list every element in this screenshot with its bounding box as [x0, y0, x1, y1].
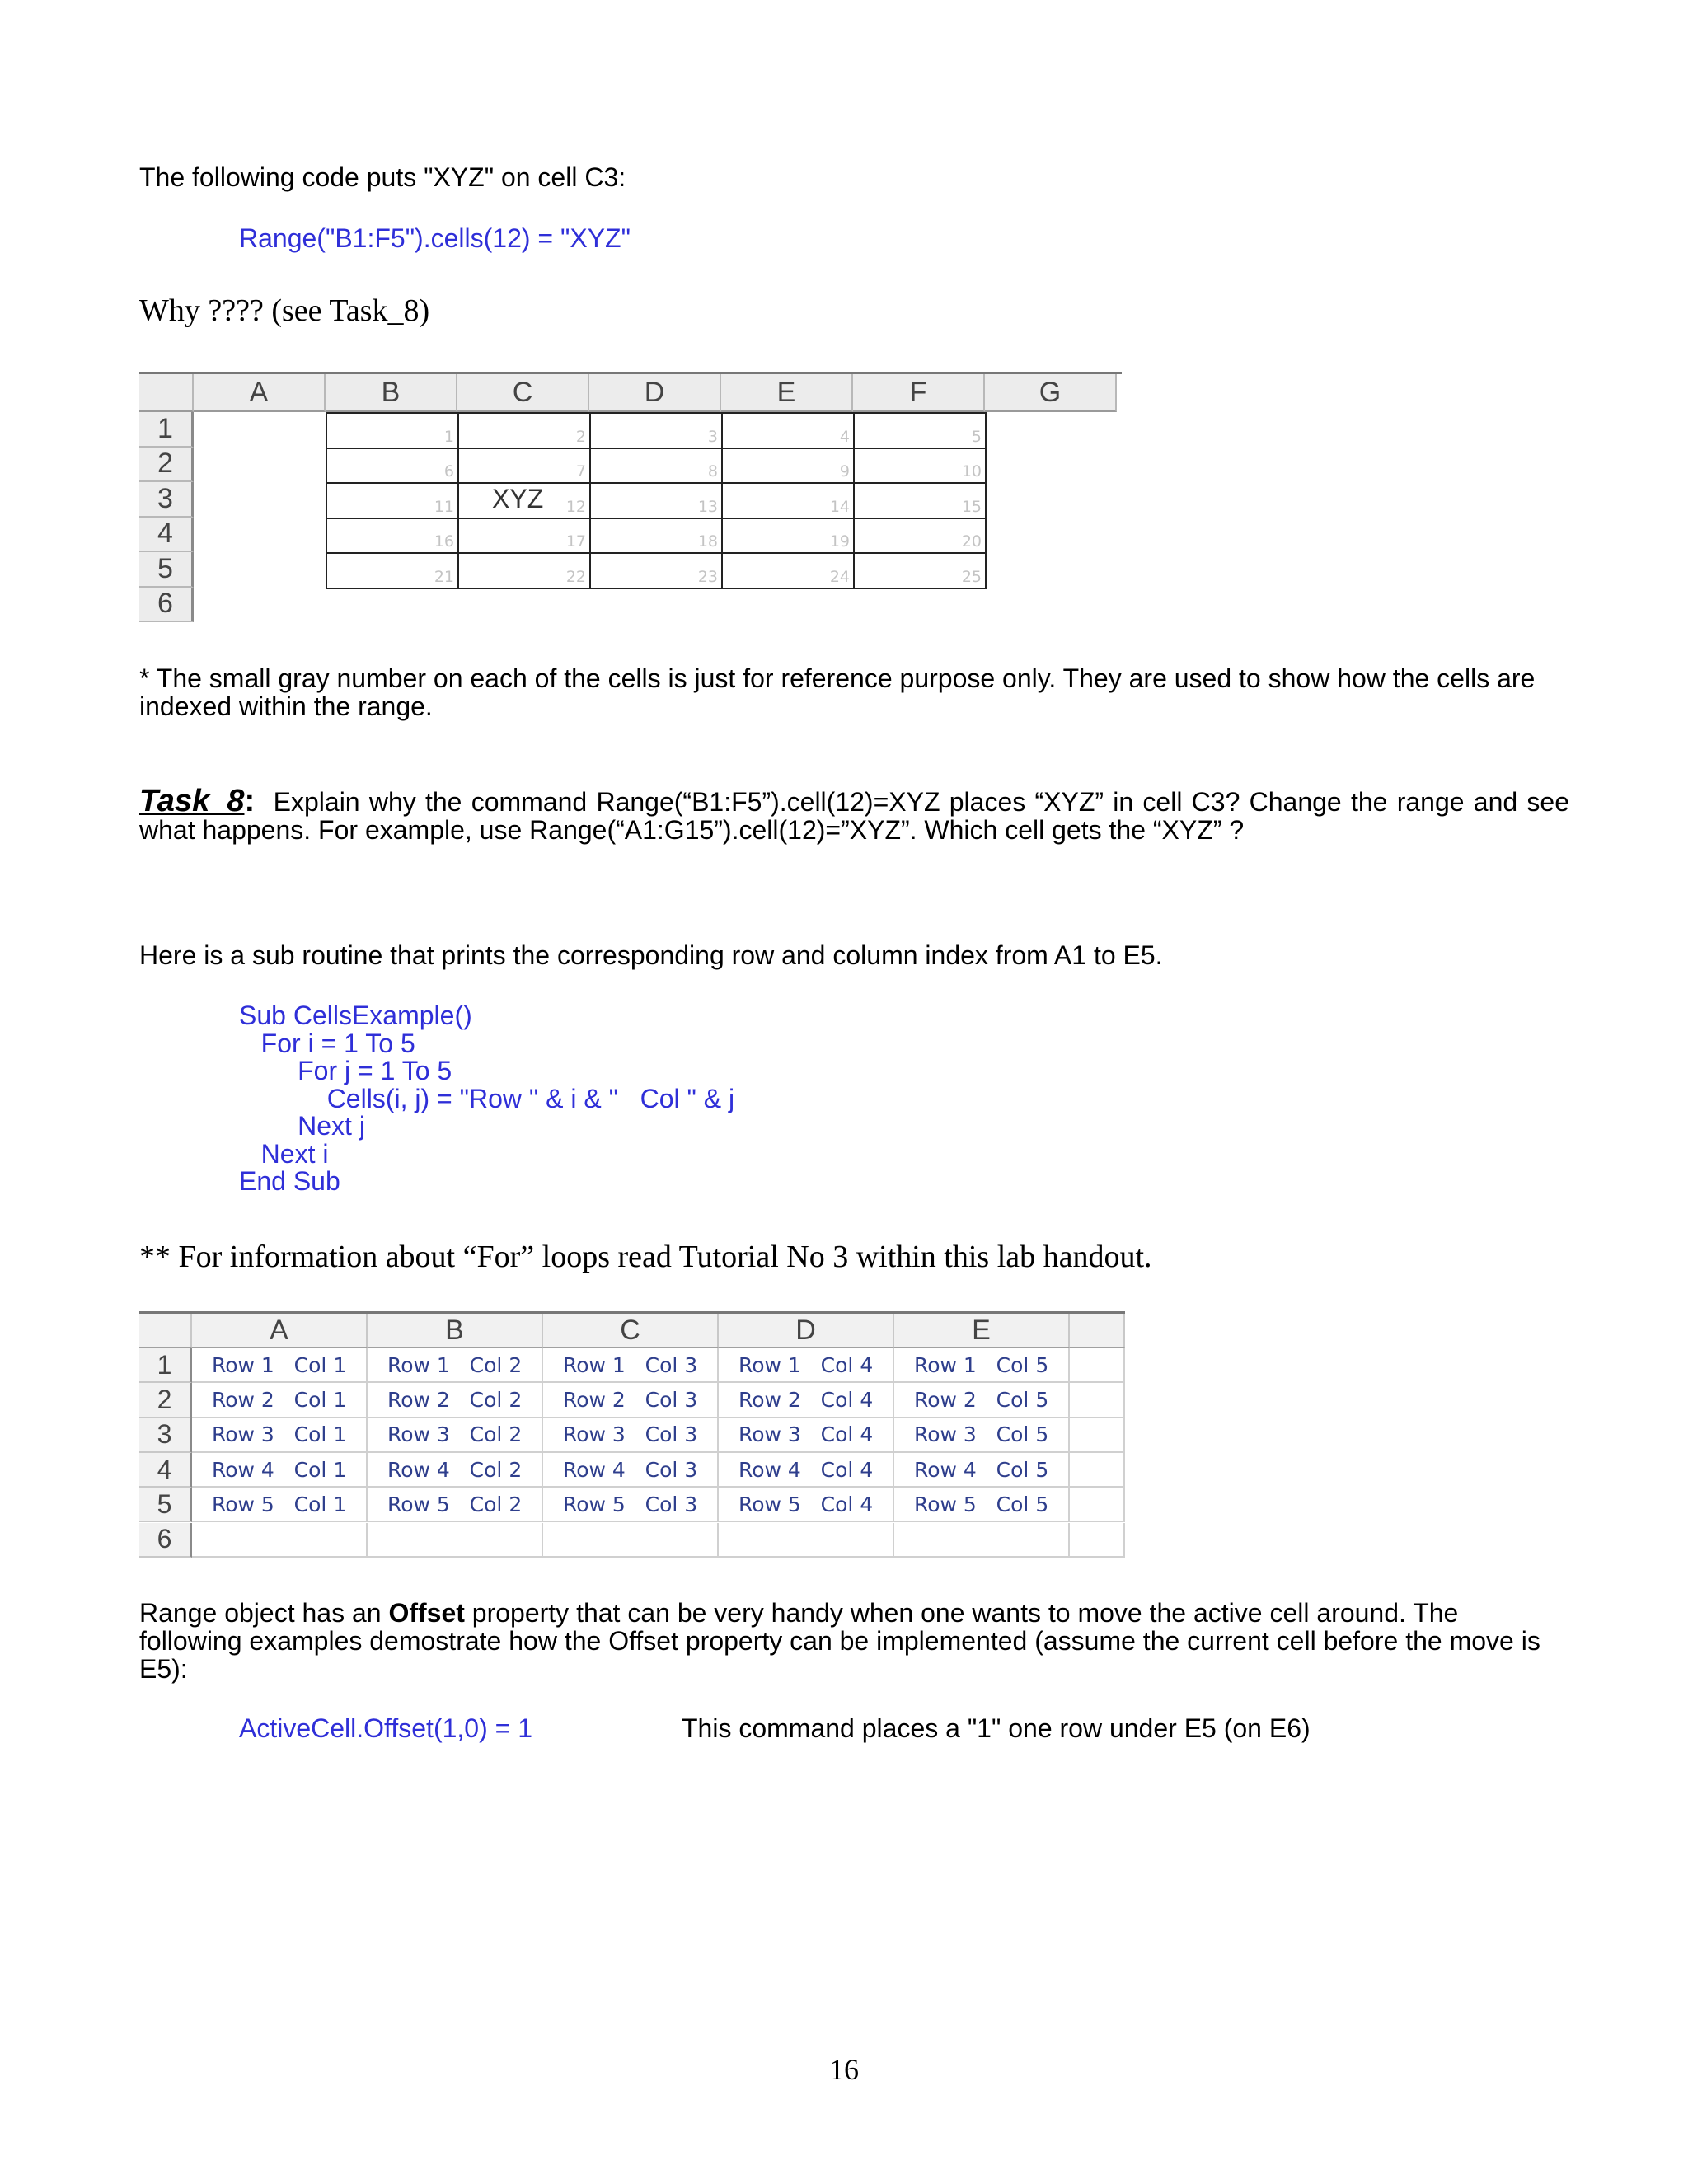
output-cell: Row 1 Col 3 [543, 1348, 719, 1383]
task-text: Explain why the command Range(“B1:F5”).cell(12)=XYZ places “XYZ” in cell C3? Change the range and see what happens. For example, use Range(“A1:G15”).cell(12)=”XYZ”. Which cell gets the “XYZ” ? [139, 787, 1570, 845]
cell-index-number: 15 [961, 497, 982, 516]
range-cell [721, 518, 855, 555]
offset-post: property that can be very handy when one wants to move the active cell around. The following examples demostrate how the Offset property can be implemented (assume the current cell before the move is E5): [139, 1598, 1540, 1684]
output-cell: Row 2 Col 5 [894, 1383, 1070, 1418]
range-cell [326, 482, 459, 519]
range-cell [589, 448, 723, 485]
range-cell [457, 448, 591, 485]
output-cell-extra [1070, 1523, 1125, 1558]
code-line: For i = 1 To 5 [239, 1028, 415, 1058]
cells-example-code [239, 1002, 734, 1196]
output-cell: Row 4 Col 3 [543, 1453, 719, 1488]
cell-index-number: 25 [961, 567, 982, 586]
cell-index-number: 16 [434, 532, 454, 551]
output-cell [894, 1523, 1070, 1558]
output-cell: Row 5 Col 1 [192, 1488, 368, 1522]
output-cell-extra [1070, 1418, 1125, 1453]
row-header-3: 3 [139, 482, 194, 518]
intro-text: The following code puts "XYZ" on cell C3: [139, 162, 626, 192]
column-header-a: A [192, 1314, 368, 1348]
offset-bold: Offset [388, 1598, 465, 1628]
task-8-paragraph [139, 784, 1570, 845]
output-cell: Row 5 Col 2 [368, 1488, 543, 1522]
output-cell: Row 1 Col 1 [192, 1348, 368, 1383]
column-header-c: C [457, 374, 589, 412]
sub-intro-text: Here is a sub routine that prints the corresponding row and column index from A1 to E5. [139, 940, 1163, 970]
column-header-f: F [853, 374, 985, 412]
range-cell [853, 412, 987, 449]
column-header-e: E [721, 374, 853, 412]
corner-cell [139, 374, 194, 412]
cell-index-number: 6 [443, 462, 454, 480]
row-header-5: 5 [139, 1488, 192, 1522]
cell-index-number: 12 [565, 497, 586, 516]
for-loops-note: ** For information about “For” loops read Tutorial No 3 within this lab handout. [139, 1240, 1152, 1274]
row-header-6: 6 [139, 588, 194, 623]
cell-index-number: 21 [434, 567, 454, 586]
output-cell: Row 1 Col 2 [368, 1348, 543, 1383]
code-line: Sub CellsExample() [239, 1001, 472, 1030]
cell-index-number: 13 [697, 497, 718, 516]
cell-index-number: 10 [961, 462, 982, 480]
range-cell [589, 518, 723, 555]
column-header-d: D [589, 374, 721, 412]
code-line: End Sub [239, 1166, 340, 1196]
row-header-3: 3 [139, 1418, 192, 1453]
row-header-1: 1 [139, 412, 194, 448]
row-header-4: 4 [139, 518, 194, 553]
range-cell [326, 448, 459, 485]
cell-index-number: 24 [829, 567, 850, 586]
output-cell: Row 3 Col 2 [368, 1418, 543, 1453]
range-cell [721, 448, 855, 485]
row-header-5: 5 [139, 552, 194, 588]
cell-index-number: 20 [961, 532, 982, 551]
cell-index-number: 8 [707, 462, 718, 480]
reference-note: * The small gray number on each of the cells is just for reference purpose only. They are used to show how the cells are indexed within the range. [139, 663, 1536, 721]
offset-paragraph [139, 1599, 1565, 1683]
output-cell: Row 3 Col 3 [543, 1418, 719, 1453]
code-line: Next i [239, 1138, 329, 1169]
row-header-4: 4 [139, 1453, 192, 1488]
row-header-2: 2 [139, 448, 194, 483]
output-cell [543, 1523, 719, 1558]
output-cell [192, 1523, 368, 1558]
output-cell-extra [1070, 1383, 1125, 1418]
range-cell [457, 518, 591, 555]
output-cell: Row 5 Col 5 [894, 1488, 1070, 1522]
range-cell [457, 482, 591, 519]
output-cell: Row 2 Col 3 [543, 1383, 719, 1418]
cell-index-number: 7 [575, 462, 586, 480]
cell-index-number: 9 [839, 462, 850, 480]
offset-example-code: ActiveCell.Offset(1,0) = 1 [239, 1713, 532, 1743]
cell-index-number: 1 [443, 427, 454, 446]
code-range-cells: Range("B1:F5").cells(12) = "XYZ" [239, 223, 631, 253]
output-cell: Row 4 Col 4 [719, 1453, 894, 1488]
range-cell [853, 482, 987, 519]
offset-example-desc: This command places a "1" one row under E5 (on E6) [682, 1713, 1311, 1743]
range-cell [589, 412, 723, 449]
output-cell-extra [1070, 1348, 1125, 1383]
output-cell-extra [1070, 1488, 1125, 1522]
range-cell [721, 552, 855, 589]
column-header-a: A [194, 374, 326, 412]
spreadsheet-row-col-output [139, 1311, 1125, 1562]
code-line: Cells(i, j) = "Row " & i & " Col " & j [239, 1083, 735, 1113]
cell-index-number: 17 [565, 532, 586, 551]
task-colon: : [244, 784, 256, 818]
output-cell: Row 3 Col 5 [894, 1418, 1070, 1453]
cell-index-number: 22 [565, 567, 586, 586]
column-header-g: G [985, 374, 1117, 412]
output-cell: Row 5 Col 3 [543, 1488, 719, 1522]
range-cell [326, 518, 459, 555]
cell-index-number: 2 [575, 427, 586, 446]
page-number: 16 [829, 2053, 859, 2086]
row-header-2: 2 [139, 1383, 192, 1418]
range-cell [457, 552, 591, 589]
range-cell [853, 448, 987, 485]
range-cell [721, 412, 855, 449]
output-cell: Row 4 Col 5 [894, 1453, 1070, 1488]
cell-index-number: 4 [839, 427, 850, 446]
range-cell [589, 552, 723, 589]
column-header-e: E [894, 1314, 1070, 1348]
range-cell [853, 518, 987, 555]
output-cell [368, 1523, 543, 1558]
range-cell [589, 482, 723, 519]
why-text: Why ???? (see Task_8) [139, 293, 430, 328]
corner-cell [139, 1314, 192, 1348]
spreadsheet-range-indexing [139, 372, 1122, 629]
output-cell: Row 1 Col 4 [719, 1348, 894, 1383]
output-cell: Row 2 Col 1 [192, 1383, 368, 1418]
cell-index-number: 3 [707, 427, 718, 446]
column-header-d: D [719, 1314, 894, 1348]
output-cell: Row 3 Col 4 [719, 1418, 894, 1453]
cell-index-number: 19 [829, 532, 850, 551]
cell-index-number: 18 [697, 532, 718, 551]
code-line: Next j [239, 1111, 365, 1141]
task-label: Task_8 [139, 784, 245, 818]
output-cell-extra [1070, 1453, 1125, 1488]
cell-index-number: 23 [697, 567, 718, 586]
column-header-b: B [326, 374, 457, 412]
offset-pre: Range object has an [139, 1598, 389, 1628]
output-cell [719, 1523, 894, 1558]
range-cell [853, 552, 987, 589]
row-header-1: 1 [139, 1348, 192, 1383]
output-cell: Row 3 Col 1 [192, 1418, 368, 1453]
column-header-b: B [368, 1314, 543, 1348]
range-cell [721, 482, 855, 519]
cell-index-number: 11 [434, 497, 454, 516]
output-cell: Row 2 Col 4 [719, 1383, 894, 1418]
cell-index-number: 14 [829, 497, 850, 516]
row-header-6: 6 [139, 1523, 192, 1558]
output-cell: Row 5 Col 4 [719, 1488, 894, 1522]
column-header-c: C [543, 1314, 719, 1348]
output-cell: Row 2 Col 2 [368, 1383, 543, 1418]
range-cell [326, 552, 459, 589]
output-cell: Row 4 Col 2 [368, 1453, 543, 1488]
range-cell [326, 412, 459, 449]
code-line: For j = 1 To 5 [239, 1056, 452, 1085]
range-cell [457, 412, 591, 449]
column-header-extra [1070, 1314, 1125, 1348]
cell-index-number: 5 [971, 427, 982, 446]
output-cell: Row 4 Col 1 [192, 1453, 368, 1488]
cell-value-xyz: XYZ [492, 484, 544, 513]
output-cell: Row 1 Col 5 [894, 1348, 1070, 1383]
